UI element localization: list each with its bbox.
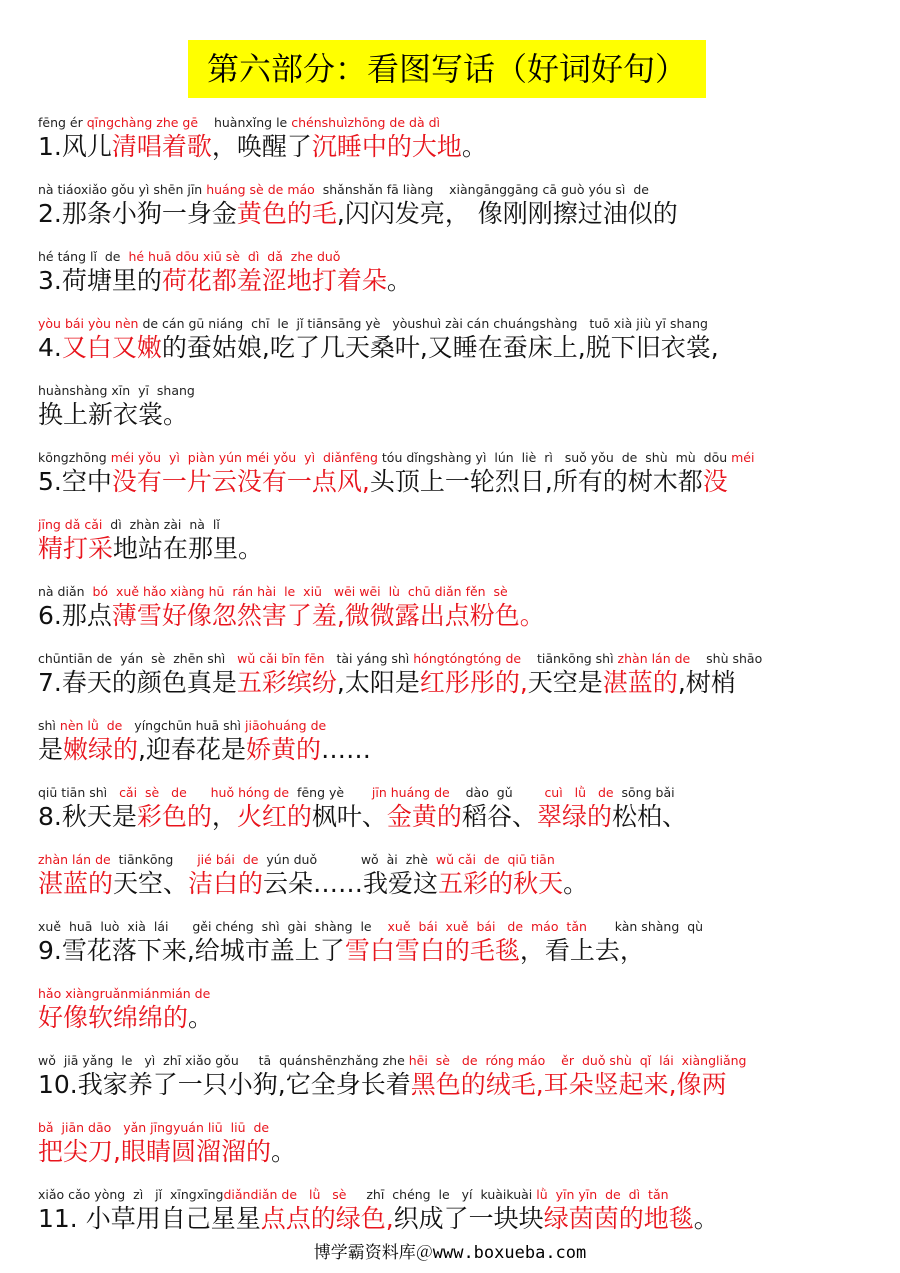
sentence-row <box>38 1053 878 1102</box>
sentence-text: 头顶上一轮烈日,所有的树木都 <box>369 467 703 496</box>
good-phrase: 洁白的 <box>188 869 264 898</box>
pinyin-text: shù shāo <box>690 651 763 666</box>
pinyin-highlight: hǎo xiàngruǎnmiánmián de <box>38 986 211 1001</box>
sentence-row <box>38 1120 878 1169</box>
pinyin-highlight: huǒ hóng de <box>210 785 290 800</box>
pinyin-highlight: huáng sè de máo <box>206 182 315 197</box>
good-phrase: 湛蓝的 <box>38 869 114 898</box>
pinyin-text: xuě huā luò xià lái gěi chéng shì gài shàng le <box>38 919 388 934</box>
pinyin-line <box>38 986 878 1001</box>
hanzi-line <box>38 398 878 432</box>
good-phrase: 彩色的 <box>136 802 212 831</box>
sentence-text: 2.那条小狗一身金 <box>38 199 237 228</box>
sentence-row <box>38 383 878 432</box>
pinyin-highlight: lǜ yīn yīn de dì tǎn <box>536 1187 669 1202</box>
hanzi-line <box>38 130 878 164</box>
pinyin-text: dì zhàn zài nà lǐ <box>102 517 220 532</box>
good-phrase: 把尖刀,眼睛圆溜溜的 <box>38 1137 271 1166</box>
page-title: 第六部分：看图写话（好词好句） <box>188 40 706 98</box>
pinyin-line <box>38 718 878 733</box>
sentence-row <box>38 517 878 566</box>
sentence-text: 3.荷塘里的 <box>38 266 162 295</box>
pinyin-text: tóu dǐngshàng yì lún liè rì suǒ yǒu de shù mù dōu <box>377 450 732 465</box>
sentence-text: 5.空中 <box>38 467 112 496</box>
pinyin-line <box>38 182 878 197</box>
sentence-text: 。 <box>188 1003 214 1032</box>
sentence-row <box>38 249 878 298</box>
good-phrase: 黄色的毛 <box>236 199 337 228</box>
pinyin-highlight: bó xuě hǎo xiàng hū rán hài le xiū wēi wēi lù chū diǎn fěn sè <box>92 584 508 599</box>
pinyin-text: shǎnshǎn fā liàng xiàngānggāng cā guò yóu sì de <box>314 182 649 197</box>
pinyin-highlight: cuì lǜ de <box>544 785 614 800</box>
pinyin-highlight: xuě bái xuě bái de máo tǎn <box>387 919 587 934</box>
sentence-text: 松柏、 <box>611 802 687 831</box>
good-phrase: 点点的绿色, <box>260 1204 394 1233</box>
pinyin-line <box>38 249 878 264</box>
pinyin-text: kàn shàng qù <box>586 919 704 934</box>
pinyin-highlight: cǎi sè de <box>119 785 187 800</box>
hanzi-line <box>38 465 878 499</box>
pinyin-line <box>38 1187 878 1202</box>
hanzi-line <box>38 867 878 901</box>
pinyin-text: shì <box>38 718 60 733</box>
sentence-text: 11. 小草用自己星星 <box>38 1204 261 1233</box>
hanzi-line <box>38 733 878 767</box>
pinyin-highlight: méi <box>731 450 755 465</box>
pinyin-highlight: hēi sè de róng máo ěr duǒ shù qǐ lái xiàngliǎng <box>408 1053 747 1068</box>
good-phrase: 黑色的绒毛,耳朵竖起来,像两 <box>410 1070 727 1099</box>
good-phrase: 薄雪好像忽然害了羞,微微露出点粉色。 <box>111 601 545 630</box>
pinyin-text: nà diǎn <box>38 584 93 599</box>
pinyin-highlight: nèn lǜ de <box>59 718 123 733</box>
pinyin-highlight: zhàn lán de <box>617 651 691 666</box>
hanzi-line <box>38 1202 878 1236</box>
sentence-row <box>38 182 878 231</box>
sentence-text: 。 <box>693 1204 719 1233</box>
pinyin-text: de cán gū niáng chī le jǐ tiānsāng yè yòushuì zài cán chuángshàng tuō xià jiù yī shang <box>138 316 708 331</box>
sentence-text: 稻谷、 <box>461 802 537 831</box>
pinyin-text: tiānkōng <box>110 852 198 867</box>
pinyin-highlight: wǔ cǎi de qiū tiān <box>435 852 555 867</box>
pinyin-highlight: wǔ cǎi bīn fēn <box>237 651 325 666</box>
good-phrase: 好像软绵绵的 <box>38 1003 189 1032</box>
good-phrase: 没有一片云没有一点风, <box>111 467 370 496</box>
sentence-text: 8.秋天是 <box>38 802 137 831</box>
sentence-row <box>38 450 878 499</box>
sentence-row <box>38 718 878 767</box>
sentence-text: 织成了一块块 <box>393 1204 544 1233</box>
sentence-text: …… <box>321 735 371 764</box>
good-phrase: 沉睡中的大地 <box>311 132 462 161</box>
sentence-row <box>38 986 878 1035</box>
sentence-text: ，看上去， <box>519 936 645 965</box>
sentence-text: 。 <box>563 869 589 898</box>
pinyin-highlight: hé huā dōu xiū sè dì dǎ zhe duǒ <box>128 249 341 264</box>
pinyin-highlight: qīngchàng zhe gē <box>86 115 199 130</box>
good-phrase: 五彩缤纷 <box>236 668 337 697</box>
pinyin-text: huànshàng xīn yī shang <box>38 383 195 398</box>
pinyin-text: dào gǔ <box>449 785 545 800</box>
sentence-text: ,树梢 <box>677 668 736 697</box>
pinyin-text: huànxǐng le <box>198 115 292 130</box>
sentence-text: 10.我家养了一只小狗,它全身长着 <box>38 1070 411 1099</box>
pinyin-text: qiū tiān shì <box>38 785 120 800</box>
hanzi-line <box>38 1135 878 1169</box>
sentence-text: 。 <box>386 266 412 295</box>
sentence-row <box>38 115 878 164</box>
sentence-text: 云朵……我爱这 <box>263 869 439 898</box>
pinyin-line <box>38 1120 878 1135</box>
good-phrase: 火红的 <box>236 802 312 831</box>
sentence-row <box>38 919 878 968</box>
pinyin-highlight: yòu bái yòu nèn <box>38 316 139 331</box>
pinyin-highlight: hóngtóngtóng de <box>413 651 522 666</box>
sentence-row <box>38 651 878 700</box>
hanzi-line <box>38 1001 878 1035</box>
pinyin-highlight: chénshuìzhōng de dà dì <box>291 115 441 130</box>
good-phrase: 五彩的秋天 <box>438 869 564 898</box>
good-phrase: 雪白雪白的毛毯 <box>344 936 520 965</box>
hanzi-line <box>38 934 878 968</box>
pinyin-highlight: méi yǒu yì piàn yún méi yǒu yì diǎnfēng <box>110 450 378 465</box>
pinyin-line <box>38 450 878 465</box>
hanzi-line <box>38 1068 878 1102</box>
sentence-text: 1.风儿 <box>38 132 112 161</box>
pinyin-text: zhī chéng le yí kuàikuài <box>346 1187 537 1202</box>
good-phrase: 湛蓝的 <box>602 668 678 697</box>
pinyin-text: wǒ jiā yǎng le yì zhī xiǎo gǒu tā quánshēnzhǎng zhe <box>38 1053 409 1068</box>
pinyin-line <box>38 584 878 599</box>
sentence-text: 9.雪花落下来,给城市盖上了 <box>38 936 345 965</box>
sentence-text: ,迎春花是 <box>138 735 246 764</box>
sentence-text: 枫叶、 <box>311 802 387 831</box>
sentence-text: 。 <box>270 1137 296 1166</box>
pinyin-text: fēng yè <box>289 785 372 800</box>
sentence-text: 4. <box>38 333 62 362</box>
hanzi-line <box>38 264 878 298</box>
pinyin-line <box>38 651 878 666</box>
pinyin-text: chūntiān de yán sè zhēn shì <box>38 651 238 666</box>
pinyin-highlight: jiāohuáng de <box>245 718 327 733</box>
pinyin-line <box>38 115 878 130</box>
pinyin-line <box>38 785 878 800</box>
pinyin-text: hé táng lǐ de <box>38 249 129 264</box>
hanzi-line <box>38 599 878 633</box>
sentence-text: ，唤醒了 <box>211 132 312 161</box>
pinyin-line <box>38 517 878 532</box>
pinyin-text: kōngzhōng <box>38 450 111 465</box>
pinyin-line <box>38 316 878 331</box>
hanzi-line <box>38 331 878 365</box>
sentence-text: 7.春天的颜色真是 <box>38 668 237 697</box>
good-phrase: 精打采 <box>38 534 114 563</box>
pinyin-text: xiǎo cǎo yòng zì jǐ xīngxīng <box>38 1187 224 1202</box>
sentence-row <box>38 852 878 901</box>
sentence-text: 6.那点 <box>38 601 112 630</box>
pinyin-highlight: diǎndiǎn de lǜ sè <box>223 1187 347 1202</box>
good-phrase: 绿茵茵的地毯 <box>543 1204 694 1233</box>
pinyin-text: tài yáng shì <box>324 651 414 666</box>
sentence-text: ， <box>211 802 237 831</box>
good-phrase: 娇黄的 <box>245 735 321 764</box>
sentence-text: 换上新衣裳。 <box>38 400 189 429</box>
good-phrase: 没 <box>702 467 728 496</box>
hanzi-line <box>38 666 878 700</box>
good-phrase: 荷花都羞涩地打着朵 <box>161 266 387 295</box>
pinyin-text: yún duǒ wǒ ài zhè <box>258 852 436 867</box>
hanzi-line <box>38 800 878 834</box>
pinyin-line <box>38 852 878 867</box>
sentence-row <box>38 316 878 365</box>
sentence-text: ,闪闪发亮， 像刚刚擦过油似的 <box>336 199 678 228</box>
pinyin-highlight: jié bái de <box>197 852 259 867</box>
pinyin-text: nà tiáoxiǎo gǒu yì shēn jīn <box>38 182 207 197</box>
good-phrase: 又白又嫩 <box>61 333 162 362</box>
footer-watermark: 博学霸资料库＠www.boxueba.com <box>313 1243 587 1263</box>
sentence-text: 是 <box>38 735 64 764</box>
sentence-text: ,太阳是 <box>336 668 420 697</box>
sentence-text: 天空是 <box>527 668 603 697</box>
pinyin-text: yíngchūn huā shì <box>122 718 245 733</box>
pinyin-text: fēng ér <box>38 115 87 130</box>
sentence-text: 地站在那里。 <box>113 534 264 563</box>
good-phrase: 金黄的 <box>386 802 462 831</box>
pinyin-line <box>38 1053 878 1068</box>
good-phrase: 清唱着歌 <box>111 132 212 161</box>
sentence-text: 天空、 <box>113 869 189 898</box>
pinyin-highlight: bǎ jiān dāo yǎn jīngyuán liū liū de <box>38 1120 270 1135</box>
good-phrase: 嫩绿的 <box>63 735 139 764</box>
hanzi-line <box>38 197 878 231</box>
hanzi-line <box>38 532 878 566</box>
pinyin-text <box>187 785 211 800</box>
sentence-text: 。 <box>461 132 487 161</box>
pinyin-highlight: jīn huáng de <box>371 785 450 800</box>
sentence-row <box>38 584 878 633</box>
pinyin-line <box>38 919 878 934</box>
pinyin-line <box>38 383 878 398</box>
pinyin-highlight: zhàn lán de <box>38 852 111 867</box>
sentence-text: 的蚕姑娘,吃了几天桑叶,又睡在蚕床上,脱下旧衣裳, <box>161 333 719 362</box>
sentence-row <box>38 1187 878 1236</box>
pinyin-text: sōng bǎi <box>613 785 675 800</box>
pinyin-highlight: jīng dǎ cǎi <box>38 517 103 532</box>
pinyin-text: tiānkōng shì <box>521 651 618 666</box>
sentence-row <box>38 785 878 834</box>
good-phrase: 红彤彤的, <box>419 668 528 697</box>
good-phrase: 翠绿的 <box>536 802 612 831</box>
